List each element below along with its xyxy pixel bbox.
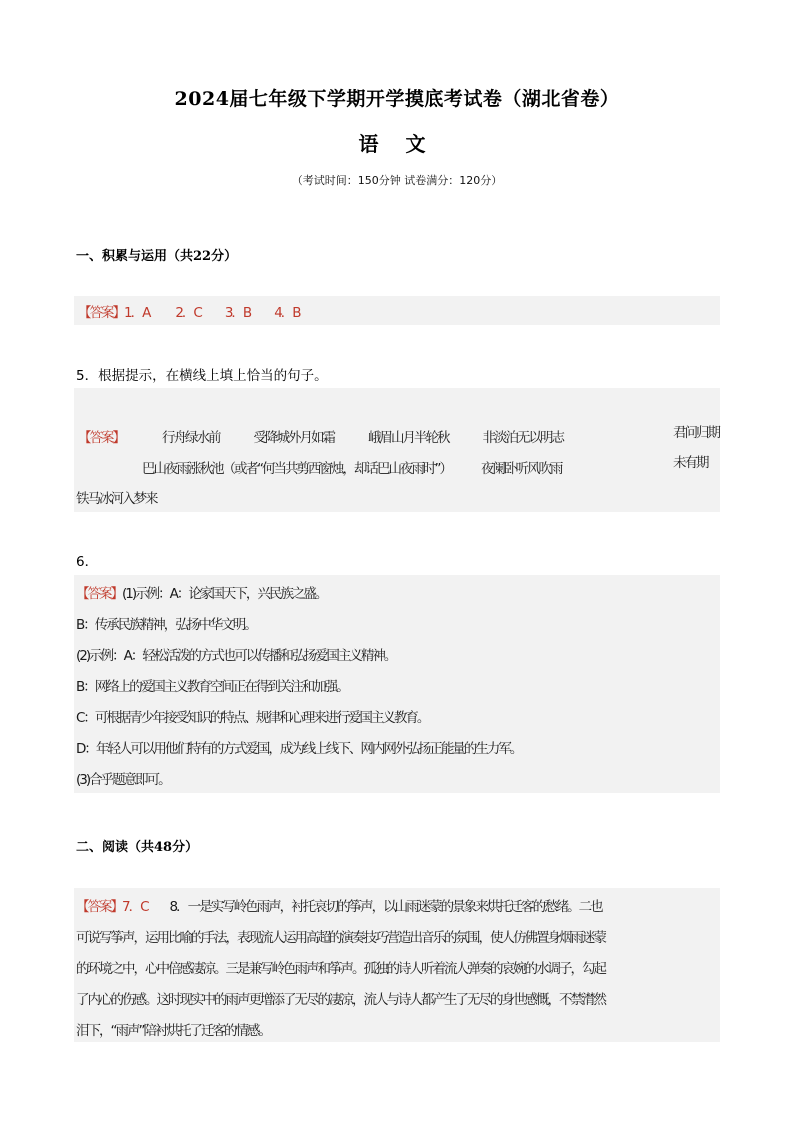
- q6-line-7: (3)合乎题意即可。: [76, 772, 170, 788]
- q5-answer-6: 巴山夜雨涨秋池（或者“何当共剪西窗烛，却话巴山夜雨时”）: [142, 461, 451, 477]
- answer-box-q7-q8: [74, 888, 720, 1042]
- q6-line-6: D：年轻人可以用他们特有的方式爱国，成为线上线下、网内网外弘扬正能量的生力军。: [76, 741, 522, 757]
- answer-tag: 【答案】: [76, 586, 122, 602]
- q6-line-4: B：网络上的爱国主义教育空间正在得到关注和加强。: [76, 679, 348, 695]
- answer-tag: 【答案】: [78, 430, 124, 446]
- q6-line-2: B：传承民族精神，弘扬中华文明。: [76, 617, 256, 633]
- q7-answer: 7．C: [122, 899, 148, 915]
- q6-line-5: C：可根据青少年接受知识的特点、规律和心理来进行爱国主义教育。: [76, 710, 429, 726]
- q5-answer-line-2: [142, 457, 720, 477]
- q5-answer-3: 峨眉山月半轮秋: [368, 430, 449, 446]
- section-heading-2: 二、阅读（共48分）: [76, 840, 199, 855]
- mc-answer-2: 2．C: [175, 305, 201, 321]
- answer-box-q5: [74, 388, 720, 512]
- q5-answer-4: 非淡泊无以明志: [482, 430, 563, 446]
- q8-line-1: [76, 895, 720, 915]
- section-heading-1: 一、积累与运用（共22分）: [76, 249, 238, 264]
- q5-answer-5: 君问归期未有期: [673, 425, 719, 471]
- question-6-number: 6．: [76, 554, 99, 570]
- question-5-prompt: 5．根据提示，在横线上填上恰当的句子。: [76, 368, 328, 384]
- answer-tag: 【答案】: [76, 899, 122, 915]
- answer-tag: 【答案】: [78, 305, 124, 321]
- mc-answer-1: 1．A: [124, 305, 150, 321]
- q8-text-1: 8．一是实写岭色雨声，衬托哀切的筝声，以山雨迷蒙的景象来烘托迁客的愁绪。二也: [169, 899, 602, 915]
- q5-answer-2: 受降城外月如霜: [253, 430, 334, 446]
- q5-answer-1: 行舟绿水前: [162, 430, 220, 446]
- q8-line-4: 了内心的伤感。这时现实中的雨声更增添了无尽的凄凉，流人与诗人都产生了无尽的身世感慨，不禁潸然: [76, 992, 605, 1008]
- answer-box-q6: [74, 575, 720, 793]
- q6-line-3: (2)示例：A：轻松活泼的方式也可以传播和弘扬爱国主义精神。: [76, 648, 396, 664]
- exam-title: 2024届七年级下学期开学摸底考试卷（湖北省卷）: [174, 88, 620, 110]
- mc-answer-4: 4．B: [274, 305, 300, 321]
- answer-box-mc: [74, 296, 720, 325]
- q5-answer-line-3: [76, 487, 720, 507]
- q6-line-1: [76, 582, 720, 602]
- subject-title: 语 文: [358, 132, 436, 156]
- exam-info: （考试时间：150分钟 试卷满分：120分）: [291, 174, 503, 187]
- q8-line-2: 可说写筝声，运用比喻的手法，表现流人运用高超的演奏技巧营造出音乐的氛围，使人仿佛置身烟雨迷蒙: [76, 930, 605, 946]
- q5-answer-7: 夜阑卧听风吹雨: [481, 461, 562, 477]
- q8-line-3: 的环境之中，心中倍感凄凉。三是兼写岭色雨声和筝声。孤独的诗人听着流人弹奏的哀婉的水调子，勾起: [76, 961, 605, 977]
- q6-text-1: (1)示例：A：论家国天下，兴民族之盛。: [122, 586, 327, 602]
- q5-answer-8: 铁马冰河入梦来: [76, 491, 157, 507]
- mc-answer-line: [78, 301, 720, 321]
- q8-line-5: 泪下，“雨声”陪衬烘托了迁客的情感。: [76, 1023, 270, 1039]
- mc-answer-3: 3．B: [224, 305, 251, 321]
